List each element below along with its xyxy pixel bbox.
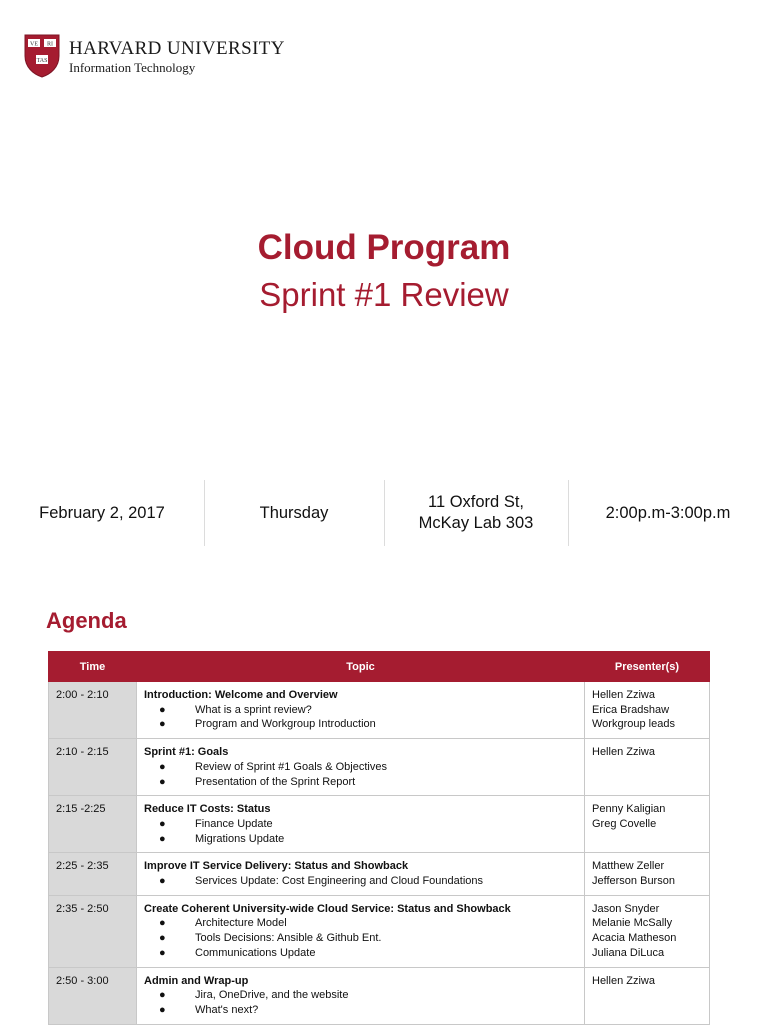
agenda-topic: [137, 853, 585, 895]
harvard-logo: [24, 34, 285, 78]
location-line: McKay Lab 303: [418, 514, 534, 532]
table-row: [49, 967, 710, 1024]
title-block: [0, 226, 768, 318]
table-row: [49, 796, 710, 853]
presenter-name: Acacia Matheson: [592, 932, 677, 945]
point-text: What is a sprint review?: [195, 703, 312, 716]
topic-points: [144, 760, 577, 789]
agenda-header-row: [49, 652, 710, 682]
svg-text:VE: VE: [30, 41, 38, 48]
presenter-name: Workgroup leads: [592, 718, 675, 731]
presenter-name: Juliana DiLuca: [592, 946, 665, 959]
point-text: Presentation of the Sprint Report: [195, 775, 356, 788]
list-item: [144, 931, 577, 946]
bullet-icon: ●: [159, 718, 166, 731]
agenda-time: 2:50 - 3:00: [49, 967, 137, 1024]
topic-points: [144, 916, 577, 960]
point-text: Communications Update: [195, 946, 316, 959]
agenda-table: [48, 651, 710, 1025]
point-text: Tools Decisions: Ansible & Github Ent.: [195, 932, 382, 945]
presenter-name: Hellen Zziwa: [592, 746, 655, 759]
svg-text:RI: RI: [47, 41, 53, 48]
topic-title: Admin and Wrap-up: [144, 974, 249, 987]
topic-title: Improve IT Service Delivery: Status and Showback: [144, 860, 409, 873]
presenter-name: Matthew Zeller: [592, 860, 665, 873]
agenda-presenters: [585, 739, 710, 796]
bullet-icon: ●: [159, 932, 166, 945]
agenda-presenters: [585, 967, 710, 1024]
point-text: Jira, OneDrive, and the website: [195, 989, 349, 1002]
agenda-topic: [137, 967, 585, 1024]
point-text: Finance Update: [195, 817, 273, 830]
topic-points: [144, 703, 577, 732]
bullet-icon: ●: [159, 760, 166, 773]
harvard-shield-icon: [24, 34, 60, 78]
table-row: [49, 895, 710, 967]
point-text: Program and Workgroup Introduction: [195, 718, 376, 731]
topic-points: [144, 874, 577, 889]
bullet-icon: ●: [159, 1003, 166, 1016]
list-item: [144, 916, 577, 931]
list-item: [144, 760, 577, 775]
list-item: [144, 988, 577, 1003]
agenda-time: 2:35 - 2:50: [49, 895, 137, 967]
meeting-day: Thursday: [259, 503, 329, 522]
agenda-presenters: [585, 796, 710, 853]
point-text: Migrations Update: [195, 832, 285, 845]
bullet-icon: ●: [159, 817, 166, 830]
presenter-name: Hellen Zziwa: [592, 974, 655, 987]
location-line: 11 Oxford St,: [428, 493, 524, 511]
topic-title: Reduce IT Costs: Status: [144, 803, 271, 816]
point-text: What's next?: [195, 1003, 259, 1016]
list-item: [144, 717, 577, 732]
presenter-name: Jason Snyder: [592, 902, 660, 915]
agenda-time: 2:10 - 2:15: [49, 739, 137, 796]
meeting-date: February 2, 2017: [39, 503, 165, 522]
bullet-icon: ●: [159, 946, 166, 959]
agenda-topic: [137, 682, 585, 739]
agenda-topic: [137, 739, 585, 796]
topic-points: [144, 988, 577, 1017]
agenda-body: [49, 682, 710, 1025]
agenda-topic: [137, 796, 585, 853]
agenda-time: 2:15 -2:25: [49, 796, 137, 853]
list-item: [144, 775, 577, 790]
list-item: [144, 703, 577, 718]
point-text: Services Update: Cost Engineering and Cloud Foundations: [195, 875, 484, 888]
presenter-name: Penny Kaligian: [592, 803, 666, 816]
page-subtitle: Sprint #1 Review: [259, 276, 509, 313]
list-item: [144, 1003, 577, 1018]
meeting-time: 2:00p.m-3:00p.m: [605, 503, 731, 522]
list-item: [144, 874, 577, 889]
department-name: Information Technology: [69, 59, 196, 75]
column-header-time: Time: [49, 652, 137, 682]
agenda-presenters: [585, 682, 710, 739]
meeting-location: [384, 480, 568, 546]
topic-title: Create Coherent University-wide Cloud Service: Status and Showback: [144, 902, 511, 915]
point-text: Review of Sprint #1 Goals & Objectives: [195, 760, 387, 773]
topic-title: Sprint #1: Goals: [144, 746, 229, 759]
university-name: HARVARD UNIVERSITY: [69, 37, 285, 59]
bullet-icon: ●: [159, 703, 166, 716]
agenda-presenters: [585, 895, 710, 967]
table-row: [49, 739, 710, 796]
column-header-presenters: Presenter(s): [585, 652, 710, 682]
agenda-heading: Agenda: [46, 608, 127, 633]
topic-points: [144, 817, 577, 846]
page-title: Cloud Program: [257, 228, 511, 267]
bullet-icon: ●: [159, 775, 166, 788]
list-item: [144, 817, 577, 832]
bullet-icon: ●: [159, 875, 166, 888]
table-row: [49, 682, 710, 739]
agenda-time: 2:25 - 2:35: [49, 853, 137, 895]
svg-text:TAS: TAS: [36, 58, 48, 64]
column-header-topic: Topic: [137, 652, 585, 682]
meeting-info-row: [0, 480, 768, 546]
presenter-name: Greg Covelle: [592, 817, 657, 830]
presenter-name: Jefferson Burson: [592, 875, 675, 888]
table-row: [49, 853, 710, 895]
presenter-name: Hellen Zziwa: [592, 689, 655, 701]
bullet-icon: ●: [159, 917, 166, 930]
agenda-time: 2:00 - 2:10: [49, 682, 137, 739]
bullet-icon: ●: [159, 989, 166, 1002]
presenter-name: Erica Bradshaw: [592, 703, 670, 716]
point-text: Architecture Model: [195, 917, 287, 930]
bullet-icon: ●: [159, 832, 166, 845]
agenda-presenters: [585, 853, 710, 895]
list-item: [144, 832, 577, 847]
list-item: [144, 946, 577, 961]
presenter-name: Melanie McSally: [592, 917, 673, 930]
agenda-topic: [137, 895, 585, 967]
topic-title: Introduction: Welcome and Overview: [144, 689, 338, 701]
